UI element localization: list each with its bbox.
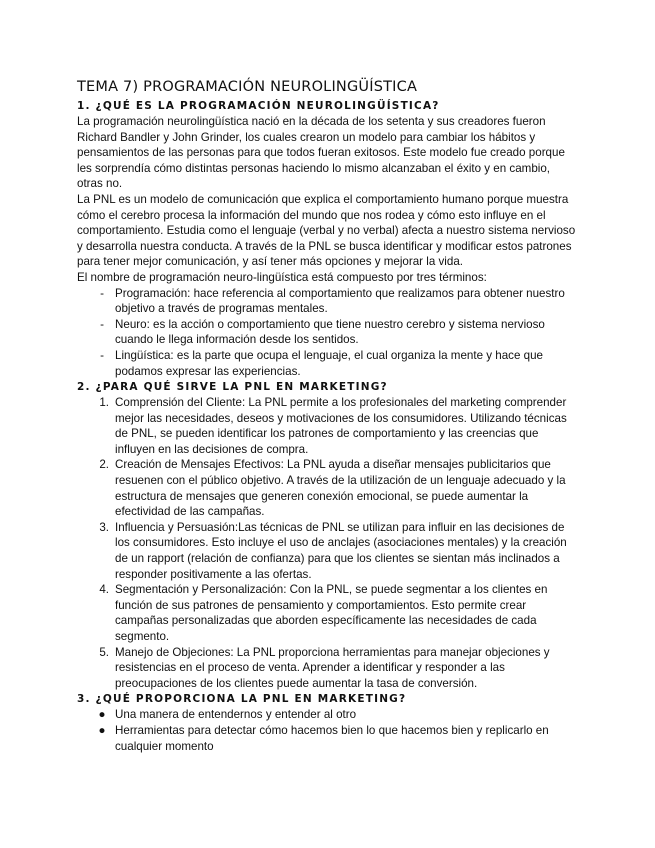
benefits-list: [77, 395, 577, 691]
bullet-icon: ●: [98, 723, 106, 737]
section-heading-3: 3. ¿QUÉ PROPORCIONA LA PNL EN MARKETING?: [77, 693, 407, 706]
list-item-text: Segmentación y Personalización: Con la PNL, se puede segmentar a los clientes en función de sus patrones de pensamiento y comportamientos. Esto permite crear campañas personalizadas que aborden específicamente las necesidades de cada segmento.: [115, 583, 548, 643]
provides-list: [77, 707, 577, 754]
list-item-text: Creación de Mensajes Efectivos: La PNL ayuda a diseñar mensajes publicitarios que resuenen con el público objetivo. A través de la utilización de un lenguaje adecuado y la estructura de mensajes que generen conexión emocional, se puede aumentar la efectividad de las campañas.: [115, 458, 566, 519]
section-heading-1: 1. ¿QUÉ ES LA PROGRAMACIÓN NEUROLINGÜÍSTICA?: [77, 100, 440, 112]
dash-marker: -: [100, 348, 104, 362]
list-item: [77, 645, 577, 692]
list-number: 2.: [99, 458, 109, 472]
list-item-text: Lingüística: es la parte que ocupa el lenguaje, el cual organiza la mente y hace que podamos expresar las experiencias.: [115, 348, 543, 378]
list-item-text: Neuro: es la acción o comportamiento que tiene nuestro cerebro y sistema nervioso cuando le llega información desde los sentidos.: [115, 317, 545, 347]
list-item: [77, 723, 577, 754]
list-number: 1.: [99, 396, 109, 410]
list-number: 3.: [99, 520, 109, 534]
paragraph: El nombre de programación neuro-lingüística está compuesto por tres términos:: [77, 270, 487, 284]
list-item: [77, 286, 577, 317]
list-item-text: Programación: hace referencia al comportamiento que realizamos para obtener nuestro objetivo a través de programas mentales.: [115, 286, 565, 316]
page-title: TEMA 7) PROGRAMACIÓN NEUROLINGÜÍSTICA: [77, 79, 418, 95]
paragraph: La PNL es un modelo de comunicación que explica el comportamiento humano porque muestra cómo el cerebro procesa la información del mundo que nos rodea y cómo esto influye en el comportamiento. Estudia como el lenguaje (verbal y no verbal) afecta a nuestro sistema nervioso y desarrolla nuestra conducta. A través de la PNL se busca identificar y modificar estos patrones para tener mejor comunicación, y así tener más opciones y mejorar la vida.: [77, 192, 576, 269]
dash-marker: -: [100, 317, 104, 331]
list-item: [77, 317, 577, 348]
list-item: [77, 457, 577, 519]
section-heading-2: 2. ¿PARA QUÉ SIRVE LA PNL EN MARKETING?: [77, 381, 388, 394]
list-item: [77, 395, 577, 457]
list-item-text: Manejo de Objeciones: La PNL proporciona herramientas para manejar objeciones y resistencias en el proceso de venta. Aprender a identificar y responder a las preocupaciones de los clientes puede aumentar la tasa de conversión.: [115, 645, 550, 690]
list-item: [77, 582, 577, 644]
list-item-text: Influencia y Persuasión:Las técnicas de PNL se utilizan para influir en las decisiones de los consumidores. Esto incluye el uso de anclajes (asociaciones mentales) y la creación de un rapport (relación de confianza) para que los clientes se sientan más inclinados a responder positivamente a las ofertas.: [115, 520, 567, 581]
bullet-icon: ●: [98, 708, 106, 722]
document-page: [77, 78, 577, 754]
paragraph: La programación neurolingüística nació en la década de los setenta y sus creadores fueron Richard Bandler y John Grinder, los cuales crearon un modelo para cambiar los hábitos y pensamientos de las personas para que todos fueran exitosos. Este modelo fue creado porque les sorprendía cómo distintas personas haciendo lo mismo alcanzaban el éxito y en cambio, otras no.: [77, 115, 565, 191]
list-item: [77, 348, 577, 379]
list-item-text: Herramientas para detectar cómo hacemos bien lo que hacemos bien y replicarlo en cualquier momento: [115, 723, 549, 753]
list-item: [77, 707, 577, 723]
list-number: 5.: [99, 645, 109, 659]
list-number: 4.: [99, 583, 109, 597]
terms-list: [77, 286, 577, 380]
dash-marker: -: [100, 286, 104, 300]
list-item: [77, 520, 577, 582]
list-item-text: Una manera de entendernos y entender al otro: [115, 708, 357, 722]
list-item-text: Comprensión del Cliente: La PNL permite a los profesionales del marketing comprender mejor las necesidades, deseos y motivaciones de los consumidores. Utilizando técnicas de PNL, se pueden identificar los patrones de comportamiento y las creencias que influyen en las decisiones de compra.: [115, 396, 567, 456]
